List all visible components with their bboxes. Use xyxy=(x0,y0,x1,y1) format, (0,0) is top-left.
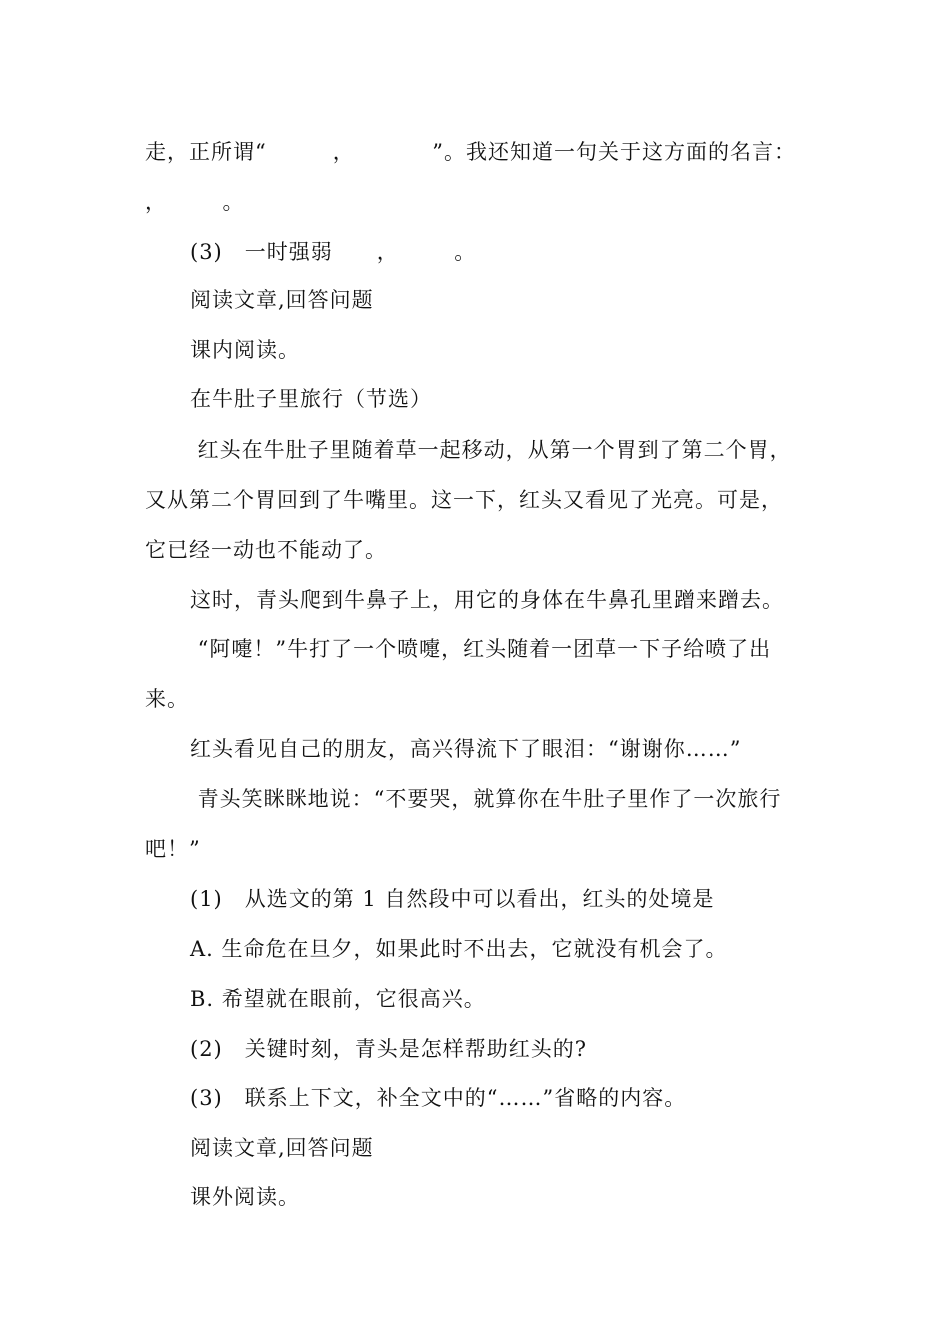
section-subheading-in-class: 课内阅读。 xyxy=(190,338,300,362)
passage-paragraph-line: 青头笑眯眯地说：“不要哭，就算你在牛肚子里作了一次旅行 xyxy=(190,787,782,811)
section-subheading-extracurricular: 课外阅读。 xyxy=(190,1185,300,1209)
question-1: (1) 从选文的第 1 自然段中可以看出，红头的处境是 xyxy=(190,887,715,911)
passage-paragraph-line: 吧！” xyxy=(145,837,201,861)
section-heading-read-answer: 阅读文章,回答问题 xyxy=(190,1136,374,1160)
passage-paragraph-line: 这时，青头爬到牛鼻子上，用它的身体在牛鼻孔里蹭来蹭去。 xyxy=(190,588,784,612)
passage-paragraph-line: 来。 xyxy=(145,687,189,711)
passage-title: 在牛肚子里旅行（节选） xyxy=(190,387,432,411)
text-line-quote-blank: ， 。 xyxy=(145,190,245,214)
option-a: A. 生命危在旦夕，如果此时不出去，它就没有机会了。 xyxy=(190,937,728,961)
text-line-proverb-blank: 走，正所谓“ ， ”。我还知道一句关于这方面的名言： xyxy=(145,140,796,164)
passage-paragraph-line: 红头看见自己的朋友，高兴得流下了眼泪：“谢谢你……” xyxy=(190,737,742,761)
question-3: (3) 联系上下文，补全文中的“……”省略的内容。 xyxy=(190,1086,687,1110)
passage-paragraph-line: 又从第二个胃回到了牛嘴里。这一下，红头又看见了光亮。可是， xyxy=(145,488,783,512)
passage-paragraph-line: 红头在牛肚子里随着草一起移动，从第一个胃到了第二个胃， xyxy=(190,438,792,462)
question-3-fill-blank: (3) 一时强弱 ， 。 xyxy=(190,240,477,264)
question-2: (2) 关键时刻，青头是怎样帮助红头的? xyxy=(190,1037,588,1061)
passage-paragraph-line: “阿嚏！”牛打了一个喷嚏，红头随着一团草一下子给喷了出 xyxy=(190,637,772,661)
passage-paragraph-line: 它已经一动也不能动了。 xyxy=(145,538,387,562)
section-heading-read-answer: 阅读文章,回答问题 xyxy=(190,288,374,312)
option-b: B. 希望就在眼前，它很高兴。 xyxy=(190,987,486,1011)
